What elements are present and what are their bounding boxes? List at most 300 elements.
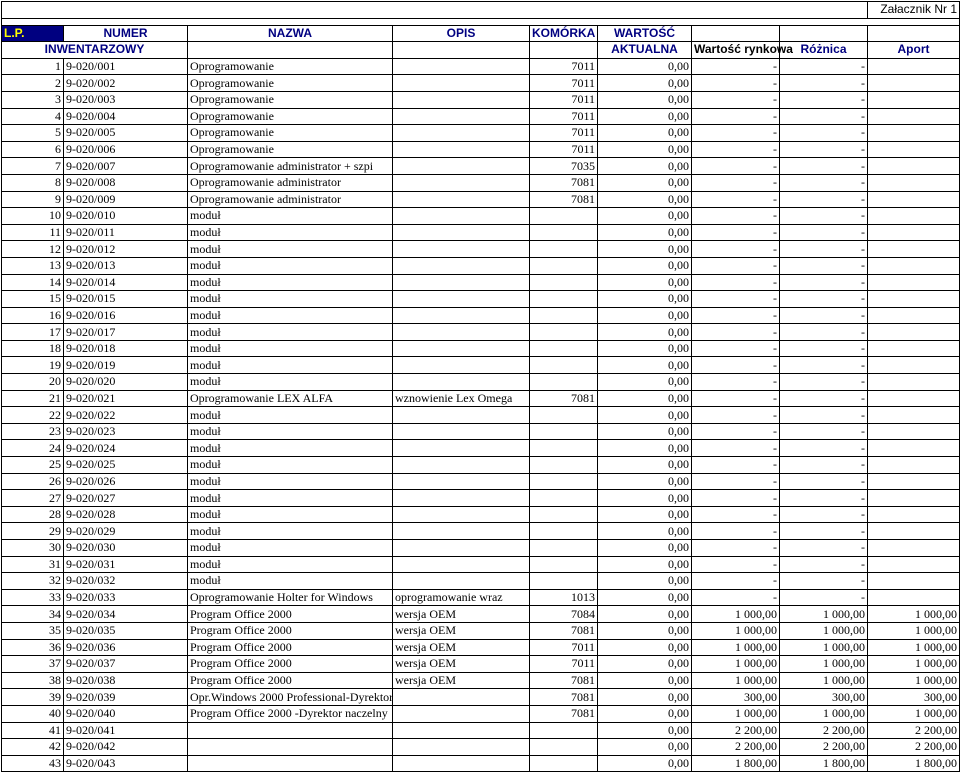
row-difference: - [780,357,868,374]
row-current-value: 0,00 [598,523,692,540]
row-current-value: 0,00 [598,473,692,490]
row-difference: - [780,307,868,324]
row-unit: 7011 [530,108,598,125]
row-inventory-number: 9-020/029 [64,523,188,540]
table-row [2,440,960,457]
header-wartosc-rynkowa: Wartość rynkowa [692,42,780,59]
row-description [393,108,530,125]
row-unit [530,324,598,341]
row-difference: - [780,174,868,191]
row-aport [868,523,960,540]
row-unit [530,556,598,573]
row-aport [868,58,960,75]
row-current-value: 0,00 [598,257,692,274]
row-market-value: - [692,374,780,391]
table-row [2,523,960,540]
row-lp: 9 [2,191,64,208]
table-row [2,473,960,490]
row-market-value: 1 000,00 [692,656,780,673]
row-unit [530,241,598,258]
row-market-value: - [692,224,780,241]
inventory-table [1,1,960,772]
row-unit: 7081 [530,705,598,722]
row-difference: 1 000,00 [780,639,868,656]
row-current-value: 0,00 [598,423,692,440]
row-difference: - [780,291,868,308]
row-current-value: 0,00 [598,407,692,424]
row-unit: 7084 [530,606,598,623]
row-inventory-number: 9-020/027 [64,490,188,507]
row-aport: 2 200,00 [868,739,960,756]
row-description: wersja OEM [393,622,530,639]
row-lp: 15 [2,291,64,308]
table-row [2,457,960,474]
row-market-value: - [692,174,780,191]
row-name: moduł [188,291,393,308]
row-description [393,307,530,324]
row-inventory-number: 9-020/007 [64,158,188,175]
table-row [2,639,960,656]
table-row [2,589,960,606]
row-current-value: 0,00 [598,622,692,639]
row-description: wersja OEM [393,672,530,689]
row-difference: - [780,324,868,341]
table-row [2,191,960,208]
row-name: moduł [188,374,393,391]
row-market-value: 1 000,00 [692,705,780,722]
row-name: moduł [188,540,393,557]
row-name: Opr.Windows 2000 Professional-Dyrektor [188,689,393,706]
row-description [393,490,530,507]
row-name: Oprogramowanie [188,58,393,75]
table-row [2,357,960,374]
header-opis: OPIS [393,25,530,42]
header-row-1 [2,25,960,42]
row-name: Oprogramowanie LEX ALFA [188,390,393,407]
row-inventory-number: 9-020/042 [64,739,188,756]
row-lp: 21 [2,390,64,407]
row-description [393,374,530,391]
row-unit: 7011 [530,141,598,158]
header-lp: L.P. [2,25,64,42]
row-name: moduł [188,208,393,225]
row-name: moduł [188,257,393,274]
row-lp: 3 [2,91,64,108]
row-description [393,75,530,92]
row-description [393,241,530,258]
row-inventory-number: 9-020/020 [64,374,188,391]
row-inventory-number: 9-020/034 [64,606,188,623]
row-current-value: 0,00 [598,457,692,474]
table-row [2,208,960,225]
row-current-value: 0,00 [598,174,692,191]
row-inventory-number: 9-020/028 [64,506,188,523]
row-current-value: 0,00 [598,125,692,142]
row-inventory-number: 9-020/035 [64,622,188,639]
row-market-value: - [692,540,780,557]
row-inventory-number: 9-020/012 [64,241,188,258]
row-current-value: 0,00 [598,573,692,590]
row-unit [530,357,598,374]
row-inventory-number: 9-020/016 [64,307,188,324]
table-row [2,91,960,108]
row-current-value: 0,00 [598,606,692,623]
row-market-value: - [692,307,780,324]
row-difference: 1 000,00 [780,606,868,623]
row-difference: - [780,589,868,606]
row-unit: 7081 [530,622,598,639]
table-row [2,108,960,125]
table-row [2,324,960,341]
table-row [2,739,960,756]
table-row [2,556,960,573]
row-description [393,58,530,75]
row-unit: 7011 [530,656,598,673]
row-description [393,357,530,374]
row-market-value: - [692,241,780,258]
row-difference: - [780,141,868,158]
row-description [393,556,530,573]
row-name: Oprogramowanie administrator [188,191,393,208]
row-aport [868,440,960,457]
row-lp: 12 [2,241,64,258]
row-description [393,291,530,308]
row-description: wznowienie Lex Omega [393,390,530,407]
row-inventory-number: 9-020/026 [64,473,188,490]
row-description: wersja OEM [393,639,530,656]
row-current-value: 0,00 [598,722,692,739]
row-inventory-number: 9-020/008 [64,174,188,191]
row-lp: 41 [2,722,64,739]
row-unit: 1013 [530,589,598,606]
row-unit: 7011 [530,639,598,656]
row-market-value: - [692,58,780,75]
row-difference: 1 000,00 [780,656,868,673]
row-unit [530,208,598,225]
row-difference: 2 200,00 [780,722,868,739]
row-aport: 1 000,00 [868,672,960,689]
row-description [393,91,530,108]
row-market-value: 2 200,00 [692,739,780,756]
row-market-value: - [692,291,780,308]
row-lp: 36 [2,639,64,656]
table-row [2,340,960,357]
row-aport [868,91,960,108]
row-difference: 1 000,00 [780,622,868,639]
row-inventory-number: 9-020/025 [64,457,188,474]
row-current-value: 0,00 [598,705,692,722]
row-difference: - [780,191,868,208]
table-row [2,423,960,440]
row-difference: 2 200,00 [780,739,868,756]
row-market-value: - [692,506,780,523]
row-description [393,208,530,225]
row-lp: 19 [2,357,64,374]
row-lp: 13 [2,257,64,274]
header-inwentarzowy: INWENTARZOWY [2,42,188,59]
row-market-value: - [692,125,780,142]
header-komorka: KOMÓRKA [530,25,598,42]
row-aport [868,573,960,590]
row-difference: - [780,91,868,108]
row-lp: 23 [2,423,64,440]
row-inventory-number: 9-020/038 [64,672,188,689]
row-lp: 5 [2,125,64,142]
row-lp: 1 [2,58,64,75]
row-name [188,722,393,739]
row-current-value: 0,00 [598,689,692,706]
row-unit [530,473,598,490]
header-aport: Aport [868,42,960,59]
row-lp: 32 [2,573,64,590]
row-name: moduł [188,340,393,357]
row-name: moduł [188,556,393,573]
row-market-value: 1 000,00 [692,622,780,639]
row-unit [530,755,598,772]
row-aport [868,158,960,175]
row-description [393,125,530,142]
row-inventory-number: 9-020/036 [64,639,188,656]
row-difference: - [780,158,868,175]
row-inventory-number: 9-020/003 [64,91,188,108]
row-description [393,440,530,457]
row-description [393,423,530,440]
row-aport [868,125,960,142]
row-current-value: 0,00 [598,208,692,225]
row-inventory-number: 9-020/039 [64,689,188,706]
table-row [2,374,960,391]
row-difference: 1 000,00 [780,705,868,722]
row-current-value: 0,00 [598,75,692,92]
row-inventory-number: 9-020/017 [64,324,188,341]
row-name: moduł [188,457,393,474]
table-row [2,722,960,739]
row-unit [530,224,598,241]
table-row [2,606,960,623]
row-unit [530,506,598,523]
row-name: moduł [188,324,393,341]
row-name: moduł [188,241,393,258]
row-inventory-number: 9-020/030 [64,540,188,557]
row-aport: 1 000,00 [868,656,960,673]
spacer-row [2,18,960,25]
row-current-value: 0,00 [598,141,692,158]
row-unit [530,739,598,756]
row-inventory-number: 9-020/005 [64,125,188,142]
row-difference: - [780,523,868,540]
row-current-value: 0,00 [598,672,692,689]
row-aport [868,241,960,258]
row-inventory-number: 9-020/006 [64,141,188,158]
row-inventory-number: 9-020/033 [64,589,188,606]
row-aport [868,108,960,125]
row-aport [868,307,960,324]
row-name: Program Office 2000 [188,672,393,689]
header-roznica: Różnica [780,42,868,59]
table-row [2,141,960,158]
row-aport [868,291,960,308]
row-difference: - [780,58,868,75]
table-row [2,705,960,722]
row-name: moduł [188,490,393,507]
row-market-value: - [692,457,780,474]
row-market-value: - [692,523,780,540]
row-aport: 300,00 [868,689,960,706]
row-aport [868,357,960,374]
row-aport [868,191,960,208]
row-market-value: - [692,257,780,274]
row-market-value: - [692,407,780,424]
row-unit: 7081 [530,390,598,407]
row-aport [868,589,960,606]
row-unit: 7081 [530,689,598,706]
row-difference: - [780,257,868,274]
row-current-value: 0,00 [598,274,692,291]
row-unit [530,490,598,507]
row-unit [530,440,598,457]
row-unit: 7081 [530,191,598,208]
row-name: moduł [188,224,393,241]
row-aport [868,208,960,225]
row-unit: 7011 [530,125,598,142]
row-difference: - [780,374,868,391]
row-description [393,540,530,557]
row-name: moduł [188,274,393,291]
row-unit [530,457,598,474]
row-inventory-number: 9-020/014 [64,274,188,291]
row-aport [868,390,960,407]
row-description [393,473,530,490]
row-current-value: 0,00 [598,191,692,208]
row-name [188,755,393,772]
row-name: Program Office 2000 -Dyrektor naczelny [188,705,393,722]
row-lp: 25 [2,457,64,474]
row-name: Oprogramowanie [188,125,393,142]
row-aport [868,423,960,440]
row-current-value: 0,00 [598,374,692,391]
row-market-value: - [692,589,780,606]
row-market-value: 1 000,00 [692,606,780,623]
row-inventory-number: 9-020/004 [64,108,188,125]
row-aport: 1 000,00 [868,705,960,722]
row-lp: 14 [2,274,64,291]
row-unit [530,274,598,291]
row-market-value: - [692,141,780,158]
row-lp: 37 [2,656,64,673]
row-unit [530,423,598,440]
row-current-value: 0,00 [598,224,692,241]
row-name: moduł [188,573,393,590]
table-row [2,241,960,258]
row-inventory-number: 9-020/032 [64,573,188,590]
row-inventory-number: 9-020/024 [64,440,188,457]
row-difference: - [780,490,868,507]
row-name: Oprogramowanie [188,75,393,92]
row-aport [868,374,960,391]
row-description: wersja OEM [393,656,530,673]
row-unit [530,257,598,274]
row-current-value: 0,00 [598,58,692,75]
row-description [393,523,530,540]
row-current-value: 0,00 [598,340,692,357]
row-difference: - [780,390,868,407]
table-row [2,390,960,407]
table-row [2,274,960,291]
row-market-value: - [692,191,780,208]
row-aport [868,75,960,92]
row-name: moduł [188,440,393,457]
row-market-value: - [692,158,780,175]
row-difference: - [780,423,868,440]
row-unit: 7081 [530,174,598,191]
row-difference: - [780,556,868,573]
table-row [2,622,960,639]
row-lp: 31 [2,556,64,573]
row-description [393,755,530,772]
row-description [393,689,530,706]
row-lp: 33 [2,589,64,606]
header-numer: NUMER [64,25,188,42]
row-lp: 24 [2,440,64,457]
row-market-value: - [692,490,780,507]
table-row [2,224,960,241]
row-difference: - [780,506,868,523]
row-lp: 39 [2,689,64,706]
table-row [2,656,960,673]
row-aport [868,340,960,357]
row-unit [530,573,598,590]
row-current-value: 0,00 [598,291,692,308]
row-market-value: 300,00 [692,689,780,706]
row-inventory-number: 9-020/031 [64,556,188,573]
row-inventory-number: 9-020/001 [64,58,188,75]
table-row [2,58,960,75]
row-unit [530,307,598,324]
row-unit [530,407,598,424]
row-description [393,722,530,739]
row-description [393,191,530,208]
row-description [393,274,530,291]
row-inventory-number: 9-020/041 [64,722,188,739]
row-current-value: 0,00 [598,540,692,557]
row-name: Program Office 2000 [188,656,393,673]
row-difference: - [780,125,868,142]
row-unit: 7011 [530,58,598,75]
row-market-value: - [692,357,780,374]
row-market-value: - [692,340,780,357]
row-difference: - [780,573,868,590]
row-description [393,705,530,722]
row-current-value: 0,00 [598,241,692,258]
row-inventory-number: 9-020/019 [64,357,188,374]
row-name: Program Office 2000 [188,622,393,639]
header-wartosc: WARTOŚĆ [598,25,692,42]
row-unit [530,291,598,308]
row-difference: - [780,473,868,490]
table-row [2,506,960,523]
row-difference: - [780,274,868,291]
row-market-value: - [692,573,780,590]
row-current-value: 0,00 [598,755,692,772]
row-name: moduł [188,523,393,540]
table-row [2,174,960,191]
row-name [188,739,393,756]
header-nazwa: NAZWA [188,25,393,42]
row-difference: - [780,208,868,225]
row-description [393,407,530,424]
row-name: Oprogramowanie [188,108,393,125]
row-market-value: - [692,556,780,573]
